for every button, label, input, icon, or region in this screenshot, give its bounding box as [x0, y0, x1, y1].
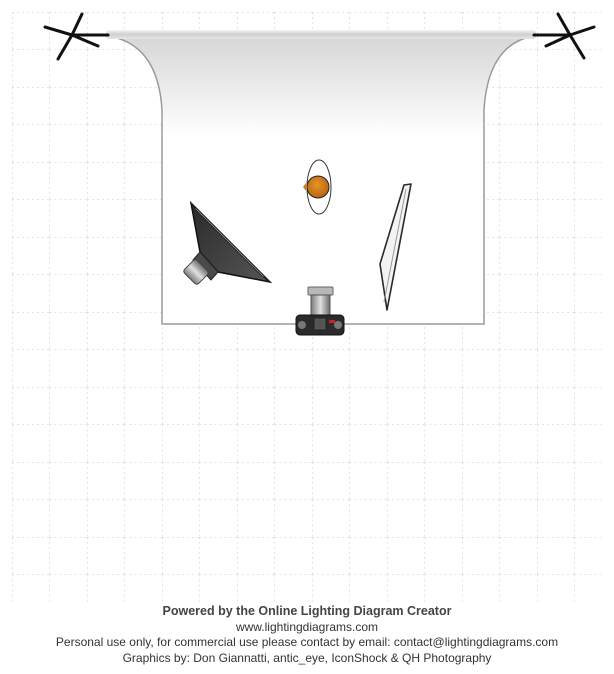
credits-website: www.lightingdiagrams.com [235, 619, 379, 634]
camera-prism [314, 318, 326, 330]
subject-head [307, 176, 329, 198]
camera-dial-right [334, 321, 342, 329]
credits-license: Personal use only, for commercial use please contact by email: contact@lightingdiagrams.com [55, 635, 559, 649]
credits-graphics: Graphics by: Don Giannatti, antic_eye, IconShock & QH Photography [122, 650, 492, 665]
credits-title: Powered by the Online Lighting Diagram Creator [162, 604, 452, 618]
backdrop-roll [106, 30, 536, 39]
credits-block [0, 604, 614, 674]
camera-accent [329, 320, 335, 323]
camera-lens [311, 295, 330, 315]
camera-dial-left [298, 321, 306, 329]
camera-lens-hood [308, 287, 333, 295]
